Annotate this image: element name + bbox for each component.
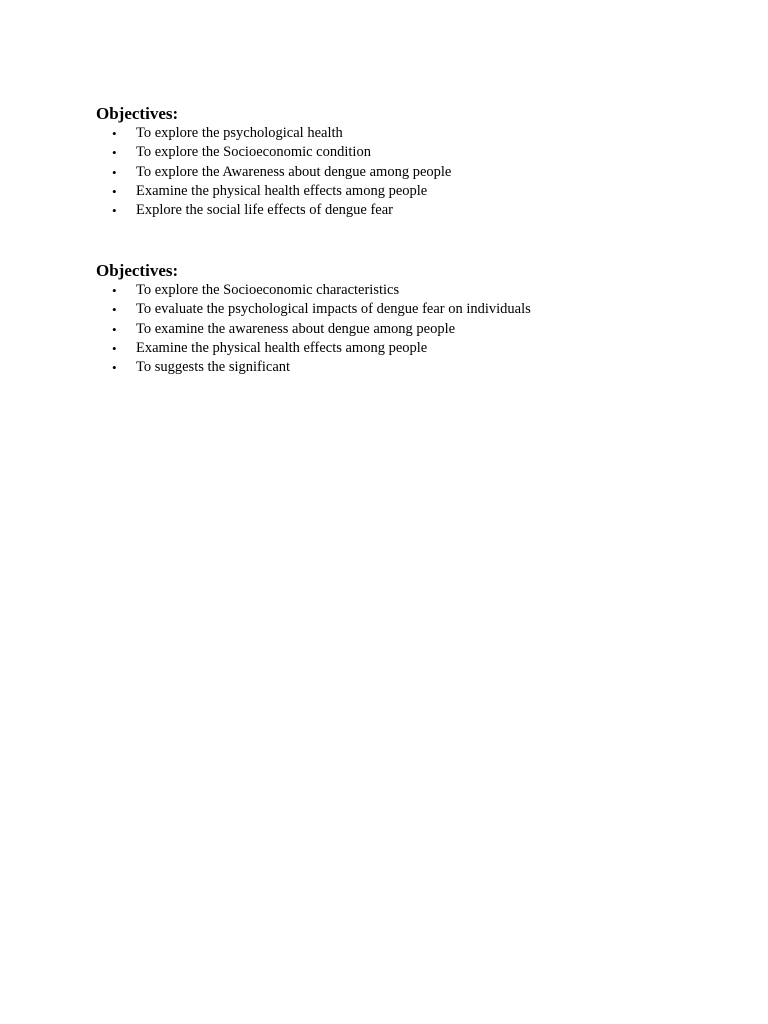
bullet-icon: •: [112, 360, 117, 376]
list-item-text: To evaluate the psychological impacts of dengue fear on individuals: [136, 301, 531, 318]
bullet-icon: •: [112, 183, 117, 199]
list-item: [96, 300, 696, 319]
section-heading: Objectives:: [96, 104, 179, 123]
objectives-section-2: [96, 261, 696, 377]
list-item-text: To examine the awareness about dengue among people: [136, 320, 456, 337]
list-item-text: To suggests the significant: [136, 359, 291, 376]
list-item-text: Examine the physical health effects among people: [136, 182, 428, 199]
list-item: [96, 320, 696, 339]
objectives-list: [96, 281, 696, 377]
bullet-icon: •: [112, 145, 117, 161]
list-item: [96, 163, 696, 182]
section-heading: Objectives:: [96, 261, 179, 280]
list-item-text: To explore the Socioeconomic characteristics: [136, 282, 400, 298]
list-item-text: Explore the social life effects of dengue fear: [136, 202, 393, 219]
list-item: [96, 358, 696, 377]
bullet-icon: •: [112, 164, 117, 180]
objectives-section-1: [96, 104, 696, 220]
bullet-icon: •: [112, 302, 117, 318]
list-item-text: Examine the physical health effects among people: [136, 339, 428, 356]
list-item-text: To explore the Socioeconomic condition: [136, 144, 371, 161]
bullet-icon: •: [112, 126, 117, 141]
list-item: [96, 339, 696, 358]
bullet-icon: •: [112, 340, 117, 356]
list-item-text: To explore the psychological health: [136, 125, 343, 141]
list-item: [96, 281, 696, 300]
list-item: [96, 143, 696, 162]
list-item: [96, 124, 696, 143]
bullet-icon: •: [112, 203, 117, 219]
list-item: [96, 182, 696, 201]
bullet-icon: •: [112, 283, 117, 298]
bullet-icon: •: [112, 321, 117, 337]
list-item: [96, 201, 696, 220]
objectives-list: [96, 124, 696, 220]
list-item-text: To explore the Awareness about dengue among people: [136, 163, 452, 180]
